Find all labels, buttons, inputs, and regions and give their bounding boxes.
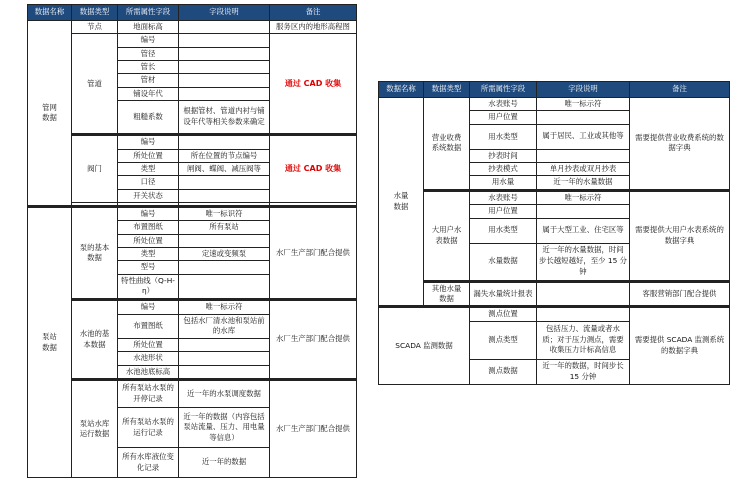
field-cell: 开关状态 xyxy=(118,189,179,202)
desc-cell xyxy=(179,61,270,74)
remark-cell: 客服营销部门配合提供 xyxy=(630,281,730,307)
field-cell: 地面标高 xyxy=(118,21,179,34)
header-cell: 数据类型 xyxy=(424,82,470,98)
category-cell: 泵站 数据 xyxy=(28,206,72,477)
header-cell: 所需属性字段 xyxy=(470,82,537,98)
type-cell: 大用户水 表数据 xyxy=(424,190,470,281)
field-cell: 所有泵站水泵的开停记录 xyxy=(118,380,179,408)
field-cell: 编号 xyxy=(118,135,179,149)
header-cell: 备注 xyxy=(630,82,730,98)
desc-cell xyxy=(179,234,270,247)
desc-cell xyxy=(179,47,270,60)
left-data-table xyxy=(27,4,357,478)
type-cell: 泵站水库 运行数据 xyxy=(72,380,118,478)
field-cell: 口径 xyxy=(118,176,179,189)
field-cell: 用户位置 xyxy=(470,205,537,218)
desc-cell: 近一年的数据，时间步长 15 分钟 xyxy=(537,359,630,384)
remark-cell: 通过 CAD 收集 xyxy=(270,34,357,135)
field-cell: 所有水库液位变化记录 xyxy=(118,448,179,478)
field-cell: 测点位置 xyxy=(470,307,537,321)
header-row xyxy=(28,5,357,21)
desc-cell xyxy=(179,34,270,47)
desc-cell xyxy=(179,261,270,274)
field-cell: 所处位置 xyxy=(118,339,179,352)
table-row xyxy=(28,380,357,408)
right-data-table xyxy=(378,81,730,385)
desc-cell xyxy=(179,87,270,100)
desc-cell xyxy=(537,307,630,321)
field-cell: 编号 xyxy=(118,300,179,314)
type-cell: 管道 xyxy=(72,34,118,135)
field-cell: 管径 xyxy=(118,47,179,60)
header-cell: 备注 xyxy=(270,5,357,21)
header-cell: 所需属性字段 xyxy=(118,5,179,21)
field-cell: 所处位置 xyxy=(118,234,179,247)
desc-cell: 近一年的水量数据 xyxy=(537,176,630,190)
header-row xyxy=(379,82,730,98)
field-cell: 布置图纸 xyxy=(118,221,179,234)
desc-cell: 唯一标示符 xyxy=(537,190,630,204)
remark-cell: 需要提供营业收费系统的数据字典 xyxy=(630,98,730,191)
desc-cell: 定速或变频泵 xyxy=(179,248,270,261)
field-cell: 水表账号 xyxy=(470,98,537,111)
table-row xyxy=(379,98,730,111)
remark-cell: 需要提供 SCADA 监测系统的数据字典 xyxy=(630,307,730,384)
desc-cell: 单月抄表或双月抄表 xyxy=(537,163,630,176)
desc-cell xyxy=(179,339,270,352)
desc-cell xyxy=(179,176,270,189)
desc-cell xyxy=(179,21,270,34)
field-cell: 用户位置 xyxy=(470,111,537,124)
desc-cell xyxy=(537,281,630,307)
desc-cell: 近一年的数据 xyxy=(179,448,270,478)
table-row xyxy=(28,206,357,220)
remark-cell: 服务区内的地形高程图 xyxy=(270,21,357,34)
remark-cell: 水厂生产部门配合提供 xyxy=(270,206,357,299)
desc-cell: 所在位置的节点编号 xyxy=(179,149,270,162)
field-cell: 抄表时间 xyxy=(470,149,537,162)
desc-cell xyxy=(537,111,630,124)
type-cell: 节点 xyxy=(72,21,118,34)
field-cell: 布置图纸 xyxy=(118,314,179,338)
field-cell: 水表账号 xyxy=(470,190,537,204)
header-cell: 数据名称 xyxy=(28,5,72,21)
header-cell: 数据类型 xyxy=(72,5,118,21)
field-cell: 用水量 xyxy=(470,176,537,190)
field-cell: 水池形状 xyxy=(118,352,179,365)
category-cell: 水量 数据 xyxy=(379,98,424,307)
header-cell: 数据名称 xyxy=(379,82,424,98)
desc-cell: 闸阀、蝶阀、减压阀等 xyxy=(179,162,270,175)
table-row xyxy=(379,281,730,307)
desc-cell: 近一年的水量数据，时间步长越短越好，至少 15 分钟 xyxy=(537,243,630,281)
desc-cell: 近一年的数据（内容包括泵站流量、压力、用电量等信息） xyxy=(179,408,270,448)
desc-cell: 属于大型工业、住宅区等 xyxy=(537,218,630,243)
desc-cell: 唯一标示符 xyxy=(179,300,270,314)
desc-cell: 唯一标示符 xyxy=(537,98,630,111)
remark-cell: 通过 CAD 收集 xyxy=(270,135,357,203)
desc-cell: 根据管材、管道内衬与铺设年代等相关参数来确定 xyxy=(179,101,270,135)
table-row xyxy=(28,34,357,47)
field-cell: 型号 xyxy=(118,261,179,274)
field-cell: 粗糙系数 xyxy=(118,101,179,135)
type-cell: 泵的基本 数据 xyxy=(72,206,118,299)
field-cell: 类型 xyxy=(118,162,179,175)
table-row xyxy=(28,300,357,314)
category-cell: SCADA 监测数据 xyxy=(379,307,470,384)
field-cell: 用水类型 xyxy=(470,124,537,149)
field-cell: 特性曲线（Q-H- η） xyxy=(118,274,179,299)
field-cell: 所有泵站水泵的运行记录 xyxy=(118,408,179,448)
table-row xyxy=(379,307,730,321)
field-cell: 测点数据 xyxy=(470,359,537,384)
field-cell: 水量数据 xyxy=(470,243,537,281)
field-cell: 用水类型 xyxy=(470,218,537,243)
desc-cell: 唯一标识符 xyxy=(179,206,270,220)
table-row xyxy=(28,21,357,34)
type-cell: 水池的基 本数据 xyxy=(72,300,118,380)
header-cell: 字段说明 xyxy=(537,82,630,98)
table-row xyxy=(28,135,357,149)
desc-cell: 属于居民、工业或其他等 xyxy=(537,124,630,149)
desc-cell: 所有泵站 xyxy=(179,221,270,234)
remark-cell: 水厂生产部门配合提供 xyxy=(270,380,357,478)
desc-cell xyxy=(179,365,270,379)
header-cell: 字段说明 xyxy=(179,5,270,21)
desc-cell xyxy=(537,149,630,162)
field-cell: 所处位置 xyxy=(118,149,179,162)
field-cell: 测点类型 xyxy=(470,321,537,359)
desc-cell xyxy=(537,205,630,218)
category-cell: 管网 数据 xyxy=(28,21,72,207)
remark-cell: 水厂生产部门配合提供 xyxy=(270,300,357,380)
desc-cell xyxy=(179,74,270,87)
desc-cell: 近一年的水泵调度数据 xyxy=(179,380,270,408)
field-cell: 编号 xyxy=(118,34,179,47)
type-cell: 营业收费 系统数据 xyxy=(424,98,470,191)
desc-cell: 包括水厂清水池和泵站前的水库 xyxy=(179,314,270,338)
table-row xyxy=(379,190,730,204)
type-cell: 阀门 xyxy=(72,135,118,203)
field-cell: 管长 xyxy=(118,61,179,74)
desc-cell xyxy=(179,352,270,365)
desc-cell xyxy=(179,274,270,299)
field-cell: 铺设年代 xyxy=(118,87,179,100)
field-cell: 类型 xyxy=(118,248,179,261)
field-cell: 管材 xyxy=(118,74,179,87)
field-cell: 水池池底标高 xyxy=(118,365,179,379)
desc-cell xyxy=(179,189,270,202)
field-cell: 编号 xyxy=(118,206,179,220)
remark-cell: 需要提供大用户水表系统的数据字典 xyxy=(630,190,730,281)
type-cell: 其他水量 数据 xyxy=(424,281,470,307)
field-cell: 漏失水量统计报表 xyxy=(470,281,537,307)
desc-cell xyxy=(179,135,270,149)
desc-cell: 包括压力、流量或者水质；对于压力测点，需要收集压力计标高信息 xyxy=(537,321,630,359)
field-cell: 抄表模式 xyxy=(470,163,537,176)
